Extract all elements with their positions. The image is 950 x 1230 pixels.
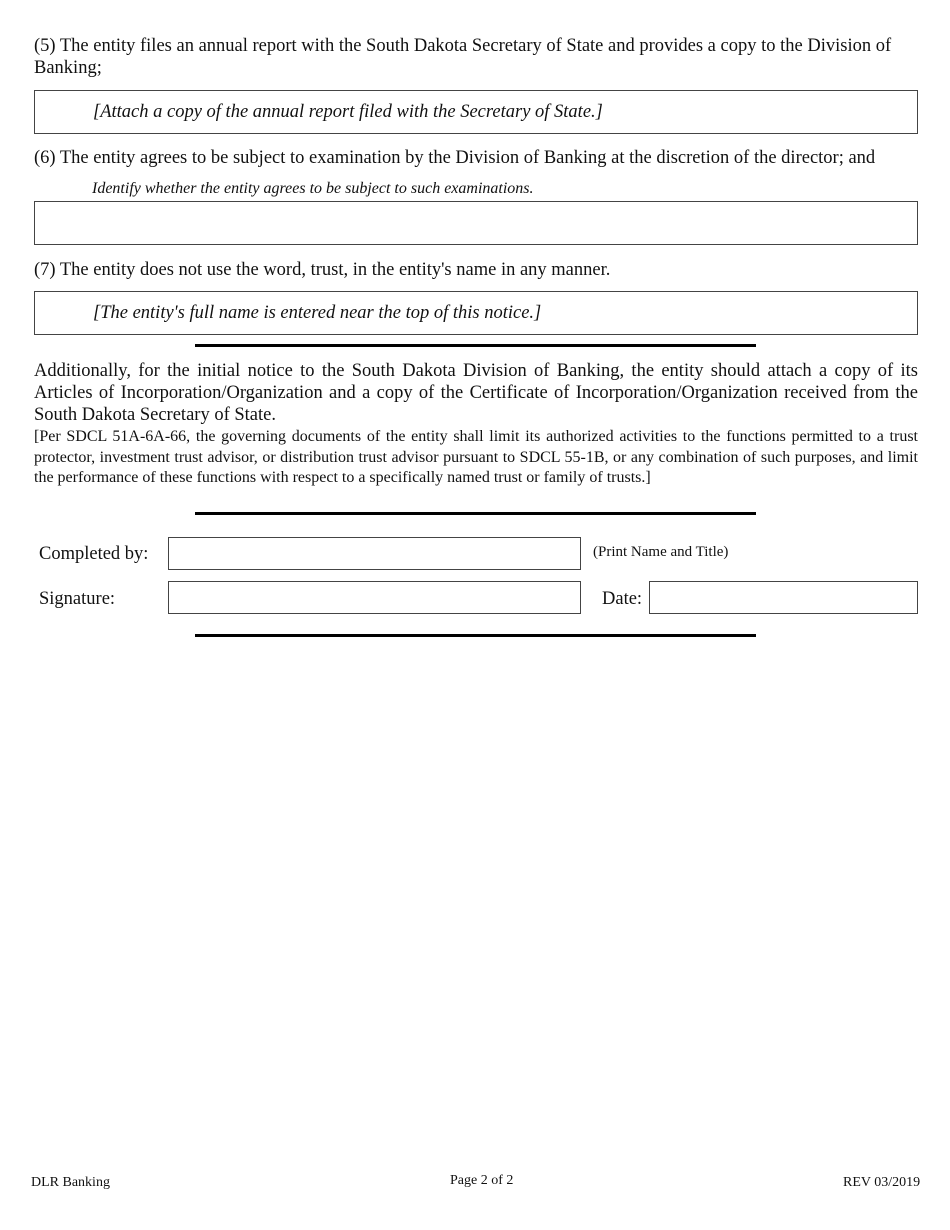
item-5-box[interactable]	[34, 90, 918, 134]
signature-label: Signature:	[39, 589, 116, 609]
footer-left: DLR Banking	[31, 1175, 110, 1190]
divider-1	[195, 344, 756, 347]
item-7-text: (7) The entity does not use the word, trust, in the entity's name in any manner.	[34, 260, 611, 280]
completed-by-label: Completed by:	[39, 544, 149, 564]
completed-by-hint: (Print Name and Title)	[593, 544, 729, 560]
divider-2	[195, 512, 756, 515]
item-6-text: (6) The entity agrees to be subject to examination by the Division of Banking at the discretion of the director; and	[34, 148, 876, 168]
item-5-box-text: [Attach a copy of the annual report filed with the Secretary of State.]	[93, 102, 603, 122]
item-7-box[interactable]	[34, 291, 918, 335]
additional-paragraph: Additionally, for the initial notice to the South Dakota Division of Banking, the entity should attach a copy of its Articles of Incorporation/Organization and a copy of the Certificate of Incorporation/Organization received from the South Dakota Secretary of State.	[34, 361, 918, 425]
sdcl-bracket-note: [Per SDCL 51A-6A-66, the governing documents of the entity shall limit its authorized activities to the functions permitted to a trust protector, investment trust advisor, or distribution trust advisor pursuant to SDCL 55-1B, or any combination of such purposes, and limit the performance of these functions with respect to a specifically named trust or family of trusts.]	[34, 428, 918, 486]
footer-revision: REV 03/2019	[843, 1175, 921, 1190]
date-label: Date:	[602, 589, 643, 609]
completed-by-input[interactable]	[168, 537, 581, 570]
item-6-box[interactable]	[34, 201, 918, 245]
signature-input[interactable]	[168, 581, 581, 614]
divider-3	[195, 634, 756, 637]
footer-page-number: Page 2 of 2	[450, 1173, 514, 1188]
item-7-box-text: [The entity's full name is entered near the top of this notice.]	[93, 303, 542, 323]
item-5-text: (5) The entity files an annual report with the South Dakota Secretary of State and provides a copy to the Division of Banking;	[34, 36, 892, 78]
date-input[interactable]	[649, 581, 918, 614]
item-6-note: Identify whether the entity agrees to be subject to such examinations.	[92, 180, 534, 197]
